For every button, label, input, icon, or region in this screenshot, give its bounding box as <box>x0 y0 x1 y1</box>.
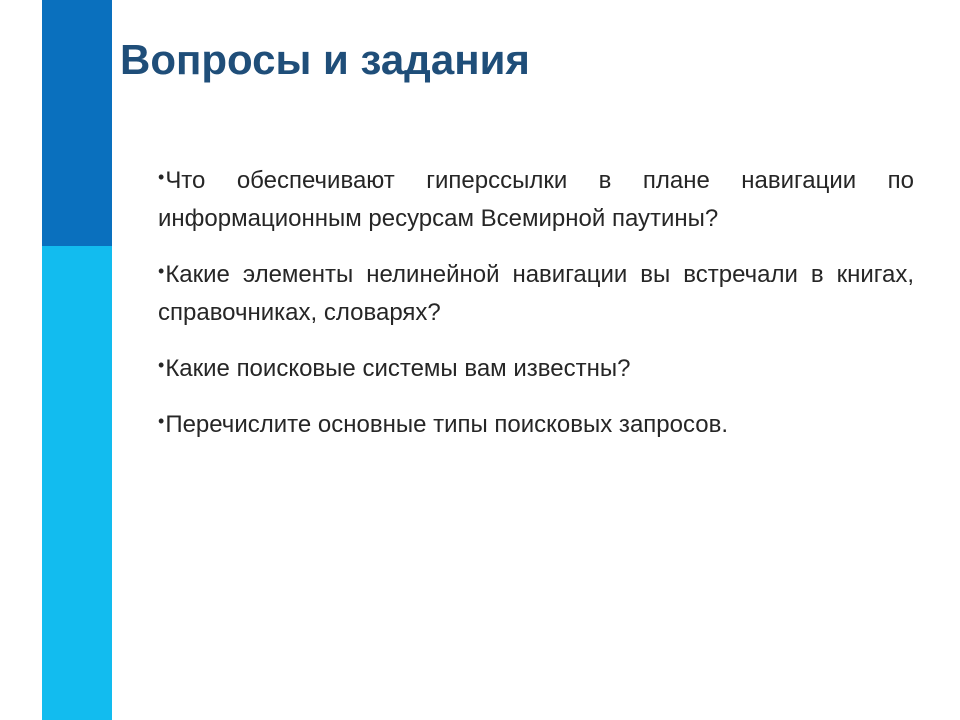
sidebar-accent-bottom <box>42 246 112 720</box>
question-text: Какие элементы нелинейной навигации вы встречали в книгах, справочниках, словарях? <box>158 261 914 326</box>
bullet-icon: • <box>158 167 165 187</box>
bullet-icon: • <box>158 261 165 281</box>
question-item <box>158 346 914 388</box>
sidebar-accent-top <box>42 0 112 246</box>
slide-title: Вопросы и задания <box>120 36 530 83</box>
bullet-icon: • <box>158 355 165 375</box>
question-item <box>158 402 914 444</box>
question-text: Что обеспечивают гиперссылки в плане навигации по информационным ресурсам Всемирной паутины? <box>158 167 914 232</box>
question-item <box>158 252 914 332</box>
question-text: Какие поисковые системы вам известны? <box>165 355 631 382</box>
question-item <box>158 158 914 238</box>
question-text: Перечислите основные типы поисковых запросов. <box>165 411 729 438</box>
bullet-icon: • <box>158 411 165 431</box>
question-list <box>158 158 914 458</box>
